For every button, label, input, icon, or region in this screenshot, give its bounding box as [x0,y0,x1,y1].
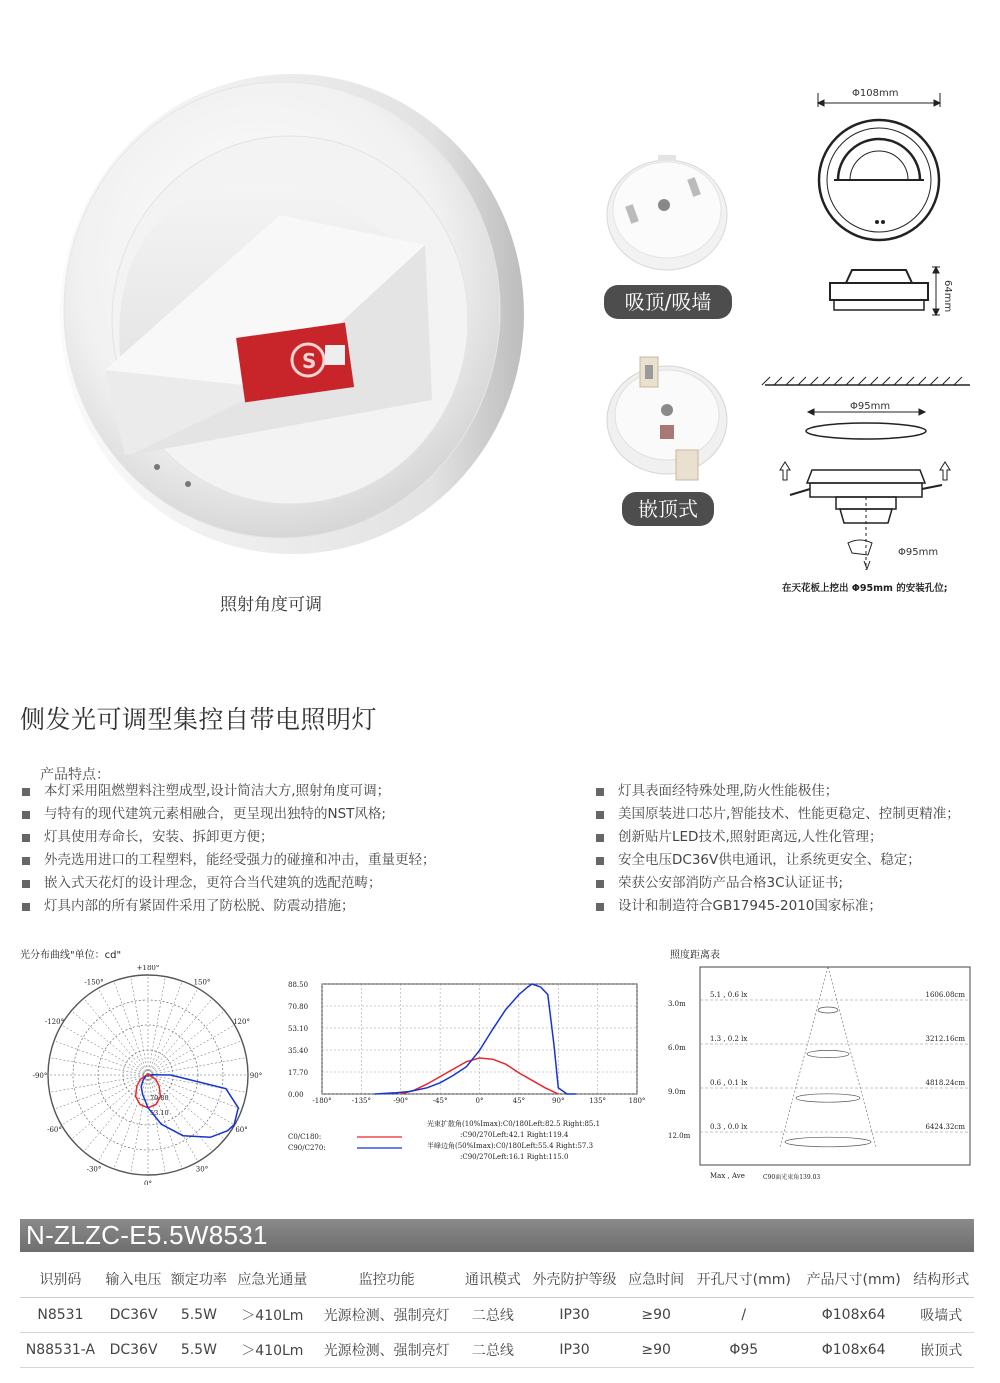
bullet-square-icon [22,903,30,911]
spec-cell: ＞410Lm [241,1342,304,1359]
recessed-mount-photo [600,355,735,485]
feature-left-text: 灯具内部的所有紧固件采用了防松脱、防震动措施； [44,898,355,914]
feature-right-item [596,803,960,826]
x-tick-label: 135° [589,1097,607,1105]
spec-header-cell: 应急光通量 [237,1272,308,1289]
feature-left-item [22,872,436,895]
feature-left-item [22,780,436,803]
bullet-square-icon [22,811,30,819]
illum-diameter: 3212.16cm [925,1035,965,1043]
spec-cell: IP30 [559,1341,590,1358]
dim-hole: Φ95mm [898,547,939,558]
svg-text:S: S [302,349,317,373]
feature-right-text: 灯具表面经特殊处理,防火性能极佳； [618,783,839,799]
legend-name: C0/C180: [288,1133,322,1141]
spec-header-cell: 额定功率 [170,1272,227,1289]
polar-angle-label: 120° [233,1018,250,1026]
feature-left-item [22,803,436,826]
illum-footer-right: C90面光束角139.03 [763,1174,821,1181]
polar-radial-label: 70.80 [150,1094,169,1102]
spec-header-cell: 通讯模式 [464,1272,521,1289]
spec-cell: 嵌顶式 [920,1342,963,1359]
spec-cell: / [741,1306,747,1323]
bullet-square-icon [596,880,604,888]
dim-cutout-ring: Φ95mm [850,401,891,412]
x-tick-label: 45° [512,1097,526,1105]
illum-distance: 12.0m [668,1132,691,1140]
spec-header-cell: 开孔尺寸(mm) [696,1272,791,1289]
spec-cell: 5.5W [180,1341,217,1358]
polar-radial-label: 53.10 [150,1109,169,1117]
spec-cell: N8531 [37,1306,84,1323]
legend-stat-line: 光束扩散角(10%Imax):C0/180Left:82.5 Right:85.1 [427,1120,601,1128]
illum-distance: 6.0m [668,1044,686,1052]
polar-angle-label: 150° [193,978,211,987]
spec-cell: Φ95 [729,1341,759,1358]
product-photo [40,70,540,570]
feature-right-text: 荣获公安部消防产品合格3C认证证书; [618,875,844,891]
feature-right-item [596,780,960,803]
bullet-square-icon [596,788,604,796]
illum-lux: 1.3 , 0.2 lx [710,1035,748,1043]
polar-angle-label: +180° [136,965,160,972]
illum-row [668,1123,970,1147]
features-heading: 产品特点： [40,767,110,783]
y-tick-label: 53.10 [288,1025,309,1033]
feature-right-text: 美国原装进口芯片,智能技术、性能更稳定、控制更精准； [618,806,960,822]
illum-row [668,1079,970,1102]
polar-angle-label: 60° [235,1126,248,1134]
illum-lux: 0.6 , 0.1 lx [710,1079,748,1087]
spec-header-cell: 结构形式 [913,1272,970,1289]
x-tick-label: -90° [393,1097,409,1105]
feature-right-item [596,826,960,849]
feature-left-text: 灯具使用寿命长，安装、拆卸更方便； [44,829,274,845]
illum-diameter: 1606.08cm [925,991,965,999]
polar-angle-label: -120° [44,1018,65,1026]
illum-lux: 5.1 , 0.6 lx [710,991,748,999]
feature-left-text: 本灯采用阻燃塑料注塑成型,设计简洁大方,照射角度可调； [44,783,391,799]
light-distribution-line-chart [282,972,662,1187]
x-tick-label: -135° [351,1097,371,1105]
bullet-square-icon [596,834,604,842]
spec-cell: 二总线 [471,1307,514,1324]
feature-right-item [596,872,960,895]
label-surface-wall-mount: 吸顶/吸墙 [604,285,732,319]
spec-cell: ≥90 [641,1306,671,1323]
spec-cell: 5.5W [180,1306,217,1323]
feature-left-text: 外壳选用进口的工程塑料，能经受强力的碰撞和冲击，重量更轻； [44,852,436,868]
spec-table-header [20,1262,974,1297]
y-tick-label: 70.80 [288,1003,309,1011]
illuminance-table-title: 照度距离表 [670,950,720,961]
bullet-square-icon [596,857,604,865]
table-row [20,1332,974,1367]
feature-left-item [22,849,436,872]
spec-cell: DC36V [109,1306,158,1323]
illum-diameter: 6424.32cm [925,1123,965,1131]
feature-left-text: 嵌入式天花灯的设计理念，更符合当代建筑的选配范畴； [44,875,382,891]
feature-right-item [596,849,960,872]
spec-cell: Φ108x64 [821,1306,886,1323]
x-tick-label: -45° [432,1097,448,1105]
polar-distribution-chart [20,965,285,1185]
illum-lux: 0.3 , 0.0 lx [710,1123,748,1131]
x-tick-label: 0° [475,1097,484,1105]
spec-cell: IP30 [559,1306,590,1323]
table-row [20,1297,974,1332]
dim-height: 64mm [942,280,953,313]
legend-stat-line: 半峰边角(50%Imax):C0/180Left:55.4 Right:57.3 [427,1142,594,1150]
feature-right-item [596,895,960,918]
spec-cell: 光源检测、强制亮灯 [323,1342,450,1359]
polar-angle-label: 90° [249,1072,263,1080]
spec-cell: DC36V [109,1341,158,1358]
polar-angle-label: -90° [32,1072,48,1080]
illum-distance: 3.0m [668,1000,686,1008]
feature-right-text: 安全电压DC36V供电通讯，让系统更安全、稳定； [618,852,921,868]
spec-cell: 吸墙式 [920,1307,963,1324]
legend-stat-line: :C90/270Left:42.1 Right:119.4 [460,1131,569,1139]
y-tick-label: 35.40 [288,1047,309,1055]
spec-table [20,1262,974,1368]
spec-header-cell: 输入电压 [105,1272,162,1289]
model-number: N-ZLZC-E5.5W8531 [26,1220,268,1250]
features-left-list [22,780,436,918]
page-title: 侧发光可调型集控自带电照明灯 [20,705,378,734]
install-note: 在天花板上挖出 Φ95mm 的安装孔位; [782,583,948,594]
spec-header-cell: 外壳防护等级 [532,1272,617,1289]
polar-chart-title: 光分布曲线"单位：cd" [20,950,122,961]
illum-row [668,991,970,1013]
dimension-drawing [760,85,995,605]
bullet-square-icon [22,880,30,888]
polar-angle-label: -30° [86,1165,102,1174]
illum-row [668,1035,970,1058]
x-tick-label: -180° [312,1097,332,1105]
illuminance-distance-chart [665,962,975,1187]
feature-left-item [22,895,436,918]
x-tick-label: 180° [628,1097,646,1105]
spec-header-cell: 识别码 [39,1272,82,1289]
illum-diameter: 4818.24cm [925,1079,965,1087]
illum-distance: 9.0m [668,1088,686,1096]
y-tick-label: 88.50 [288,981,309,989]
polar-angle-label: -60° [47,1126,62,1134]
caption-angle-adjustable: 照射角度可调 [220,595,322,615]
polar-angle-label: -150° [84,978,104,987]
dim-diameter-top: Φ108mm [852,88,899,99]
spec-header-cell: 产品尺寸(mm) [806,1272,901,1289]
bullet-square-icon [22,834,30,842]
feature-left-text: 与特有的现代建筑元素相融合，更呈现出独特的NST风格; [44,806,386,822]
y-tick-label: 0.00 [288,1091,304,1099]
spec-header-cell: 监控功能 [358,1272,415,1289]
line-series [375,984,576,1094]
bullet-square-icon [22,788,30,796]
surface-mount-photo [600,150,735,275]
spec-cell: 光源检测、强制亮灯 [323,1307,450,1324]
spec-cell: N88531-A [25,1341,96,1358]
polar-angle-label: 30° [195,1165,209,1174]
feature-left-item [22,826,436,849]
legend-name: C90/C270: [288,1144,326,1152]
spec-cell: 二总线 [471,1342,514,1359]
features-right-list [596,780,960,918]
illum-footer-left: Max , Ave [710,1172,745,1180]
x-tick-label: 90° [552,1097,565,1105]
spec-cell: ＞410Lm [241,1307,304,1324]
bullet-square-icon [22,857,30,865]
label-recessed-mount: 嵌顶式 [622,492,714,526]
spec-cell: Φ108x64 [821,1341,886,1358]
feature-right-text: 创新贴片LED技术,照射距离远,人性化管理； [618,829,883,845]
polar-angle-label: 0° [144,1180,152,1185]
feature-right-text: 设计和制造符合GB17945-2010国家标准； [618,898,882,914]
y-tick-label: 17.70 [288,1069,309,1077]
spec-header-cell: 应急时间 [628,1272,685,1289]
legend-stat-line: :C90/270Left:16.1 Right:115.0 [460,1153,569,1161]
spec-cell: ≥90 [641,1341,671,1358]
bullet-square-icon [596,811,604,819]
bullet-square-icon [596,903,604,911]
